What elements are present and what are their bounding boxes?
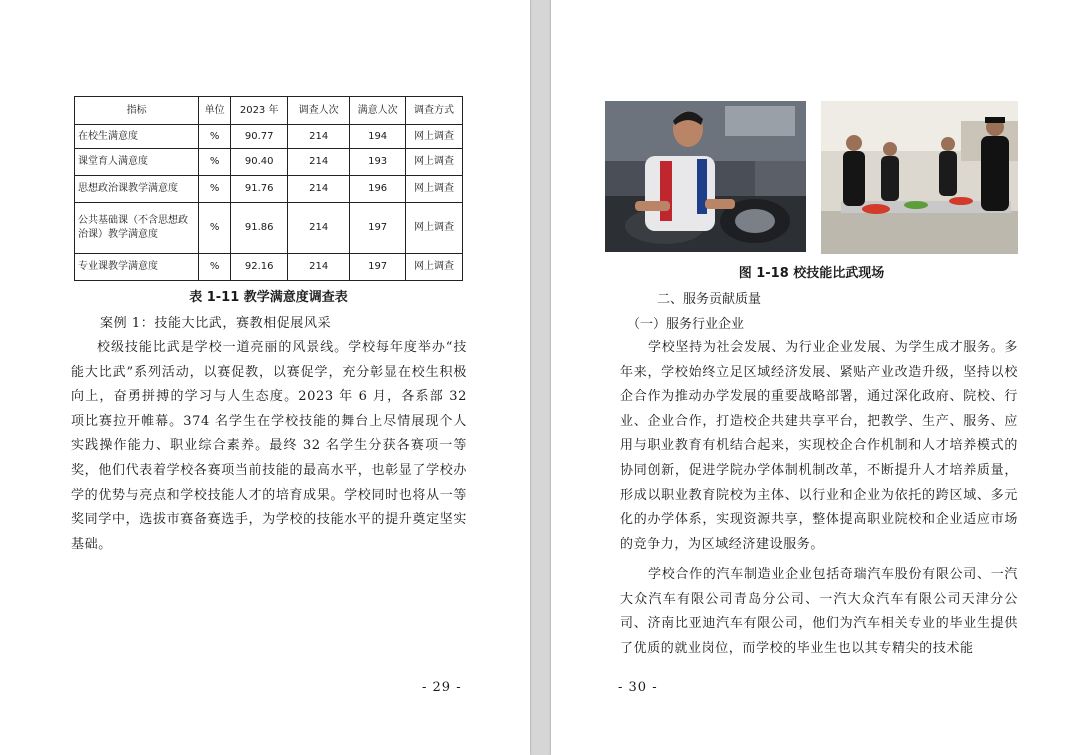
table-cell: 214 [288, 149, 350, 176]
table-cell: 专业课教学满意度 [75, 254, 199, 281]
section-heading: 二、服务贡献质量 [657, 292, 762, 307]
table-header-cell: 指标 [75, 97, 199, 125]
table-row [75, 254, 463, 281]
photo-2-illustration [821, 101, 1018, 254]
page-number: - 30 - [618, 680, 658, 695]
table-caption: 表 1-11 教学满意度调查表 [189, 290, 348, 305]
table-cell: 214 [288, 176, 350, 203]
table-cell: % [199, 176, 231, 203]
table-cell: % [199, 125, 231, 149]
table-header-cell: 单位 [199, 97, 231, 125]
table-cell: 196 [350, 176, 406, 203]
document-page-left [0, 0, 530, 755]
body-paragraph: 学校坚持为社会发展、为行业企业发展、为学生成才服务。多年来，学校始终立足区域经济发展、紧贴产业改造升级，坚持以校企合作为推动办学发展的重要战略部署，通过深化政府、院校、行业、企业合作，打造校企共建共享平台，把教学、生产、服务、应用与职业教育有机结合起来，实现校企合作机制和人才培养模式的协同创新，促进学院办学体制机制改革，不断提升人才培养质量，形成以职业教育院校为主体、以行业和企业为依托的跨区域、多元化的办学体系，实现资源共享，整体提高职业院校和企业适应市场的竞争力，为区域经济建设服务。 [620, 340, 1018, 552]
table-header-row [75, 97, 463, 125]
sub-heading: （一）服务行业企业 [627, 317, 745, 332]
table-cell: 课堂育人满意度 [75, 149, 199, 176]
table-cell: 公共基础课（不含思想政治课）教学满意度 [75, 203, 199, 254]
table-cell: 214 [288, 125, 350, 149]
table-header-cell: 调查方式 [406, 97, 463, 125]
body-paragraph: 学校合作的汽车制造业企业包括奇瑞汽车股份有限公司、一汽大众汽车有限公司青岛分公司、一汽大众汽车有限公司天津分公司、济南比亚迪汽车有限公司，他们为汽车相关专业的毕业生提供了优质的就业岗位，而学校的毕业生也以其专精尖的技术能 [620, 567, 1018, 656]
case-title: 案例 1：技能大比武，赛教相促展风采 [100, 316, 332, 331]
table-cell: 197 [350, 203, 406, 254]
table-cell: 90.77 [231, 125, 288, 149]
table-row [75, 125, 463, 149]
table-cell: 214 [288, 203, 350, 254]
table-header-cell: 2023 年 [231, 97, 288, 125]
table-cell: 193 [350, 149, 406, 176]
table-row [75, 176, 463, 203]
table-cell: 214 [288, 254, 350, 281]
table-cell: % [199, 149, 231, 176]
table-row [75, 203, 463, 254]
page-number: - 29 - [422, 680, 462, 695]
table-cell: 网上调查 [406, 125, 463, 149]
table-cell: 92.16 [231, 254, 288, 281]
table-cell: 网上调查 [406, 176, 463, 203]
table-cell: 197 [350, 254, 406, 281]
table-cell: 90.40 [231, 149, 288, 176]
figure-caption: 图 1-18 校技能比武现场 [738, 266, 885, 281]
table-cell: % [199, 203, 231, 254]
table-cell: 网上调查 [406, 203, 463, 254]
photo-cooking-competition [821, 101, 1018, 254]
table-row [75, 149, 463, 176]
table-header-cell: 满意人次 [350, 97, 406, 125]
table-cell: 194 [350, 125, 406, 149]
table-cell: 网上调查 [406, 254, 463, 281]
satisfaction-survey-table [74, 96, 463, 281]
table-cell: 思想政治课教学满意度 [75, 176, 199, 203]
table-cell: 网上调查 [406, 149, 463, 176]
table-header-cell: 调查人次 [288, 97, 350, 125]
table-cell: 91.86 [231, 203, 288, 254]
body-paragraph: 校级技能比武是学校一道亮丽的风景线。学校每年度举办“技能大比武”系列活动，以赛促教，以赛促学，充分彰显在校生积极向上，奋勇拼搏的学习与人生态度。2023 年 6 月，各系部 32 项比赛拉开帷幕。374 名学生在学校技能的舞台上尽情展现个人实践操作能力、职业综合素养。最终 32 名学生分获各赛项一等奖，他们代表着学校各赛项当前技能的最高水平，也彰显了学校办学的优势与亮点和学校技能人才的培育成果。学校同时也将从一等奖同学中，选拔市赛备赛选手，为学校的技能水平的提升奠定坚实基础。 [71, 340, 467, 552]
table-cell: 在校生满意度 [75, 125, 199, 149]
table-cell: % [199, 254, 231, 281]
photo-student-working-on-engine [605, 101, 806, 252]
document-page-right [551, 0, 1081, 755]
photo-1-illustration [605, 101, 806, 252]
table-cell: 91.76 [231, 176, 288, 203]
